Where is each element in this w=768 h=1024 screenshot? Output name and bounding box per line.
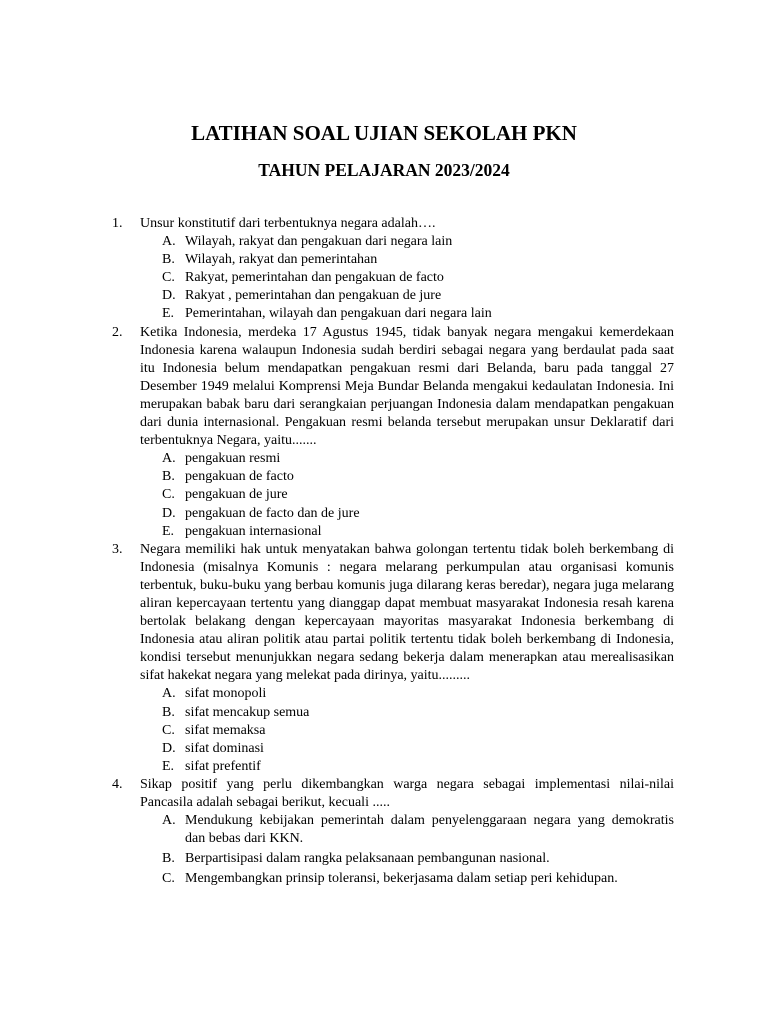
option-item (162, 523, 674, 541)
question-number: 3. (112, 541, 123, 557)
option-letter: B. (162, 252, 175, 268)
option-text: pengakuan internasional (185, 523, 322, 539)
question-number: 2. (112, 324, 123, 340)
option-item (162, 812, 674, 848)
option-letter: A. (162, 686, 176, 702)
question-number: 4. (112, 776, 123, 792)
option-item (162, 486, 674, 504)
option-item (162, 870, 674, 888)
option-item (162, 722, 674, 740)
option-letter: C. (162, 270, 175, 286)
option-list (140, 812, 674, 888)
document-title: LATIHAN SOAL UJIAN SEKOLAH PKN (191, 121, 577, 145)
option-text: Wilayah, rakyat dan pemerintahan (185, 252, 378, 268)
option-letter: D. (162, 740, 176, 756)
option-item (162, 740, 674, 758)
option-item (162, 850, 674, 868)
option-letter: C. (162, 722, 175, 738)
option-text: Mendukung kebijakan pemerintah dalam penyelenggaraan negara yang demokratis dan bebas dari KKN. (185, 813, 674, 847)
option-item (162, 450, 674, 468)
option-text: sifat memaksa (185, 722, 266, 738)
question-2 (112, 324, 674, 541)
option-item (162, 233, 674, 251)
option-list (140, 233, 674, 323)
option-letter: A. (162, 451, 176, 467)
option-letter: C. (162, 871, 175, 887)
option-text: pengakuan de facto (185, 469, 294, 485)
option-letter: A. (162, 234, 176, 250)
option-letter: D. (162, 505, 176, 521)
option-letter: E. (162, 523, 175, 539)
option-text: sifat dominasi (185, 740, 264, 756)
option-text: Wilayah, rakyat dan pengakuan dari negara lain (185, 234, 453, 250)
option-item (162, 305, 674, 323)
question-list (112, 215, 674, 890)
question-number: 1. (112, 216, 123, 231)
option-item (162, 505, 674, 523)
option-letter: B. (162, 851, 175, 867)
option-letter: A. (162, 813, 176, 829)
option-item (162, 685, 674, 703)
option-item (162, 251, 674, 269)
option-item (162, 758, 674, 776)
option-text: sifat mencakup semua (185, 704, 310, 720)
question-text: Ketika Indonesia, merdeka 17 Agustus 1945, tidak banyak negara mengakui kemerdekaan Indonesia karena walaupun Indonesia sudah berdiri sebagai negara yang berdaulat pada saat itu Indonesia belum mendapatkan pengakuan resmi dari Belanda, baru pada tanggal 27 Desember 1949 melalui Komprensi Meja Bundar Belanda mengakui kedaulatan Indonesia. Ini merupakan babak baru dari serangkaian perjuangan Indonesia dalam mendapatkan pengakuan dari dunia internasional. Pengakuan resmi belanda tersebut merupakan unsur Deklaratif dari terbentuknya Negara, yaitu....... (140, 324, 674, 449)
option-letter: B. (162, 469, 175, 485)
option-letter: E. (162, 306, 175, 322)
question-text: Sikap positif yang perlu dikembangkan warga negara sebagai implementasi nilai-nilai Pancasila adalah sebagai berikut, kecuali ..... (140, 776, 674, 810)
option-item (162, 468, 674, 486)
question-4 (112, 776, 674, 889)
document-subtitle: TAHUN PELAJARAN 2023/2024 (258, 160, 510, 180)
question-3 (112, 541, 674, 776)
option-letter: D. (162, 288, 176, 304)
option-item (162, 704, 674, 722)
question-text: Unsur konstitutif dari terbentuknya negara adalah…. (140, 216, 436, 231)
option-text: pengakuan resmi (185, 451, 281, 467)
question-1 (112, 215, 674, 324)
option-list (140, 685, 674, 775)
option-item (162, 287, 674, 305)
option-text: Rakyat, pemerintahan dan pengakuan de facto (185, 270, 444, 286)
option-text: pengakuan de facto dan de jure (185, 505, 360, 521)
option-letter: B. (162, 704, 175, 720)
option-letter: C. (162, 487, 175, 503)
option-text: Pemerintahan, wilayah dan pengakuan dari negara lain (185, 306, 492, 322)
option-text: sifat prefentif (185, 758, 261, 774)
option-letter: E. (162, 758, 175, 774)
option-text: Mengembangkan prinsip toleransi, bekerjasama dalam setiap peri kehidupan. (185, 871, 618, 887)
option-text: pengakuan de jure (185, 487, 288, 503)
option-text: Berpartisipasi dalam rangka pelaksanaan pembangunan nasional. (185, 851, 550, 867)
question-text: Negara memiliki hak untuk menyatakan bahwa golongan tertentu tidak boleh berkembang di Indonesia (misalnya Komunis : negara melarang perkumpulan atau organisasi komunis terbentuk, buku-buku yang berbau komunis juga dilarang keras beredar), negara juga melarang aliran kepercayaan tertentu yang dianggap dapat membuat masyarakat Indonesia resah karena bertolak belakang dengan kepercayaan mayoritas masyarakat Indonesia berkembang di Indonesia atau aliran politik atau partai politik tertentu tidak boleh berkembang di Indonesia, kondisi tersebut menunjukkan negara sedang bekerja dalam menerapkan atau merealisasikan sifat hakekat negara yang melekat pada dirinya, yaitu......... (140, 541, 674, 684)
option-list (140, 450, 674, 540)
option-text: sifat monopoli (185, 686, 267, 702)
option-text: Rakyat , pemerintahan dan pengakuan de jure (185, 288, 442, 304)
option-item (162, 269, 674, 287)
